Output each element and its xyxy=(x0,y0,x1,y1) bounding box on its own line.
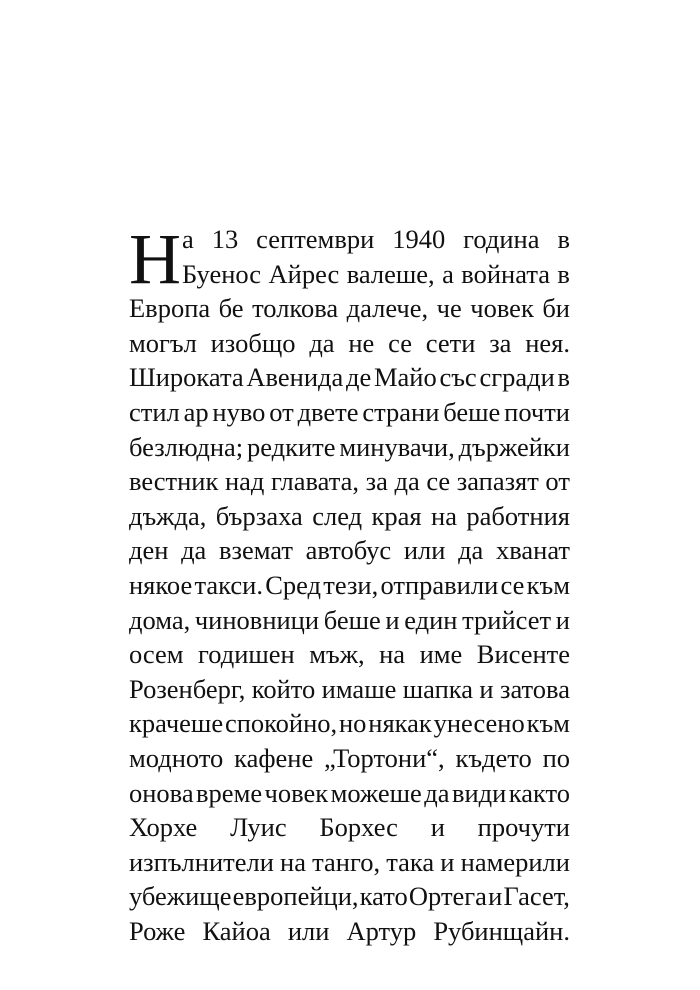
text-line: осем годишен мъж, на име Висенте xyxy=(129,639,570,670)
text-line: убежище европейци, като Ортега и Гасет, xyxy=(129,881,570,912)
text-line: вестник над главата, за да се запазят от xyxy=(129,466,570,497)
text-line: Роже Кайоа или Артур Рубинщайн. xyxy=(129,915,570,946)
text-line: стил ар нуво от двете страни беше почти xyxy=(129,396,570,427)
text-line: крачеше спокойно, но някак унесено към xyxy=(129,708,570,739)
text-line: дома, чиновници беше и един трийсет и xyxy=(129,604,570,635)
text-line: могъл изобщо да не се сети за нея. xyxy=(129,327,570,358)
text-line: Розенберг, който имаше шапка и затова xyxy=(129,673,570,704)
text-line: онова време човек можеше да види както xyxy=(129,777,570,808)
text-line: Широката Авенида де Майо със сгради в xyxy=(129,362,570,393)
text-line: а 13 септември 1940 година в xyxy=(182,224,570,254)
text-line: безлюдна; редките минувачи, държейки xyxy=(129,431,570,462)
paragraph xyxy=(129,219,570,948)
body-text xyxy=(129,219,570,948)
text-line: модното кафене „Тортони“, където по xyxy=(129,742,570,773)
text-line: изпълнители на танго, така и намерили xyxy=(129,846,570,877)
text-line: някое такси. Сред тези, отправили се към xyxy=(129,569,570,600)
text-line: Европа бе толкова далече, че човек би xyxy=(129,293,570,324)
text-line: ден да вземат автобус или да хванат xyxy=(129,535,570,566)
text-line: дъжда, бързаха след края на работния xyxy=(129,500,570,531)
text-line: Хорхе Луис Борхес и прочути xyxy=(129,812,570,843)
text-line: Буенос Айрес валеше, а войната в xyxy=(182,258,570,289)
drop-cap-letter: Н xyxy=(129,219,181,299)
